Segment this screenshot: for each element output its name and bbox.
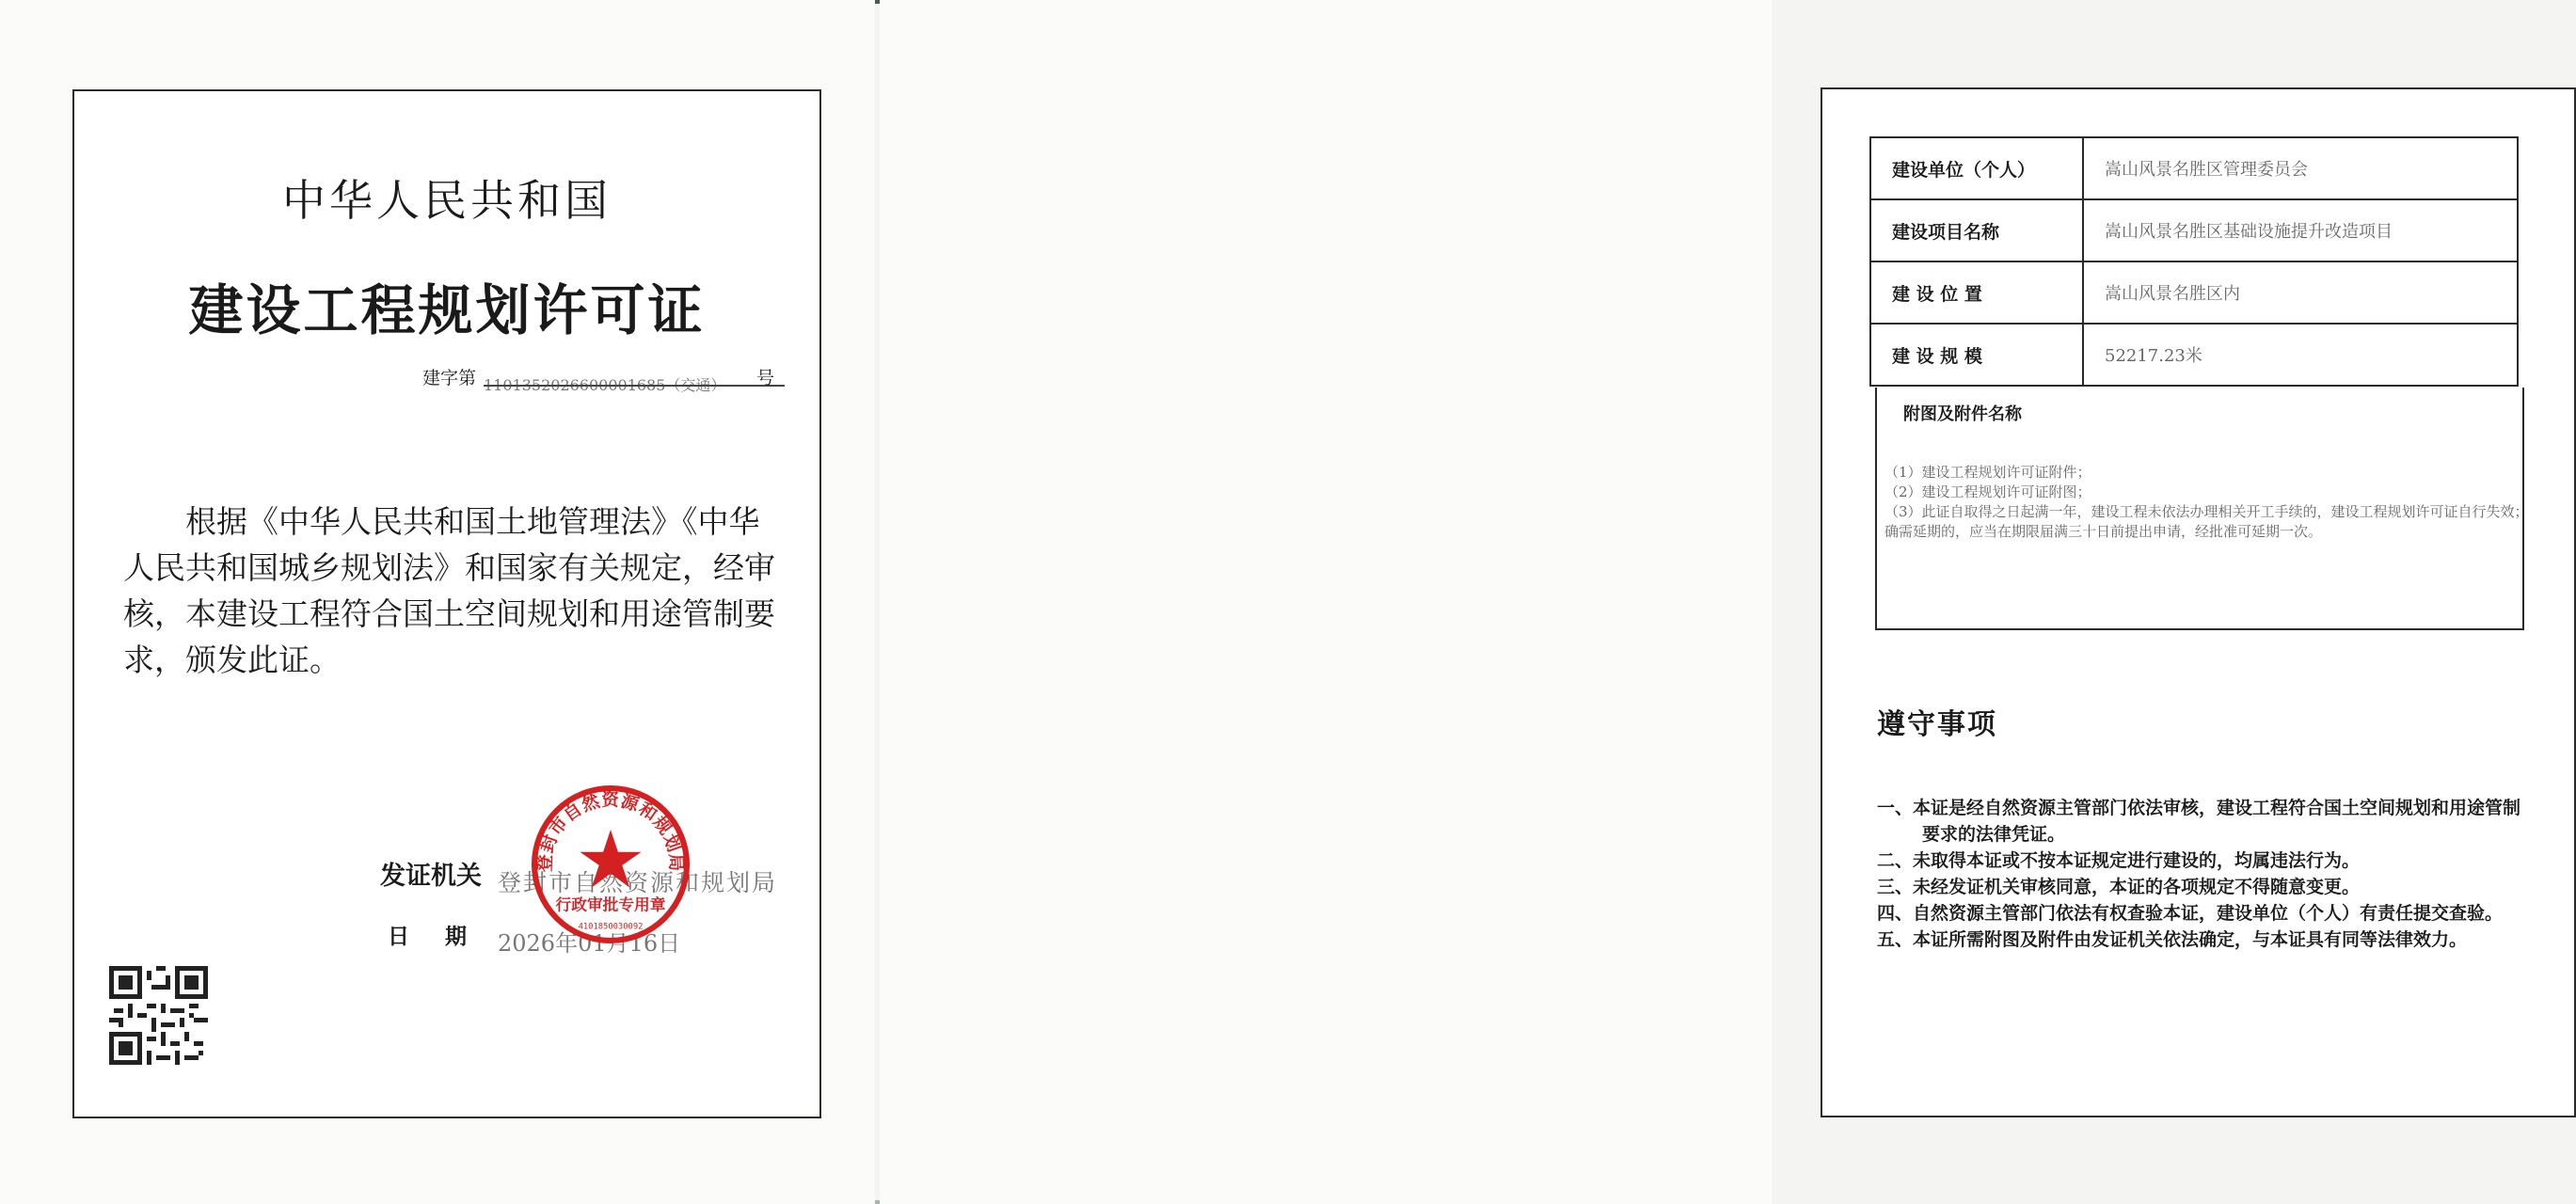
certificate-back <box>1821 87 2576 1117</box>
row-key-unit: 建设单位（个人） <box>1870 137 2083 199</box>
list-item: 四、自然资源主管部门依法有权查验本证，建设单位（个人）有责任提交查验。 <box>1877 903 2504 924</box>
issue-date: 2026年01月16日 <box>498 930 681 957</box>
certificate-front <box>72 89 821 1118</box>
table-row <box>1870 137 2518 199</box>
cert-suffix: 号 <box>756 368 775 388</box>
country-name: 中华人民共和国 <box>282 175 612 226</box>
cert-prefix: 建字第 <box>422 368 477 388</box>
row-value-location: 嵩山风景名胜区内 <box>2083 261 2518 324</box>
certificate-number-line <box>422 364 775 394</box>
list-item: （1）建设工程规划许可证附件； <box>1884 464 2091 481</box>
table-row <box>1870 261 2518 324</box>
table-row <box>1870 199 2518 261</box>
row-key-location: 建 设 位 置 <box>1870 261 2083 324</box>
list-item: 二、未取得本证或不按本证规定进行建设的，均属违法行为。 <box>1877 850 2361 871</box>
official-seal <box>528 782 693 947</box>
issuer-name: 登封市自然资源和规划局 <box>498 869 778 896</box>
body-paragraph: 根据《中华人民共和国土地管理法》《中华人民共和国城乡规划法》和国家有关规定，经审核，本建设工程符合国土空间规划和用途管制要求，颁发此证。 <box>123 503 775 678</box>
seal-text: 登封市自然资源和规划局 <box>535 790 686 873</box>
row-key-scale: 建 设 规 模 <box>1870 324 2083 386</box>
left-page <box>0 0 875 1204</box>
attachments-box <box>1875 388 2529 630</box>
certificate-title: 建设工程规划许可证 <box>188 278 706 342</box>
star-icon <box>580 830 641 888</box>
table-row <box>1870 324 2518 386</box>
right-page <box>880 0 2529 1204</box>
list-item: 一、本证是经自然资源主管部门依法审核，建设工程符合国土空间规划和用途管制要求的法律凭证。 <box>1877 798 2521 845</box>
list-item: （2）建设工程规划许可证附图； <box>1884 483 2091 500</box>
qr-code-icon <box>105 966 212 1065</box>
compliance-title: 遵守事项 <box>1877 708 1997 741</box>
row-value-scale: 52217.23米 <box>2083 324 2518 386</box>
project-info-table <box>1869 136 2519 387</box>
row-key-project: 建设项目名称 <box>1870 199 2083 261</box>
list-item: 五、本证所需附图及附件由发证机关依法确定，与本证具有同等法律效力。 <box>1877 929 2468 950</box>
cert-number: 1101352026600001685（交通） <box>484 373 785 395</box>
date-label: 日期 <box>388 925 502 949</box>
attachments-list <box>1884 463 2534 542</box>
attachments-title: 附图及附件名称 <box>1903 404 2022 424</box>
issuer-label: 发证机关 <box>380 862 482 891</box>
compliance-rules <box>1877 795 2536 953</box>
list-item: 三、未经发证机关审核同意，本证的各项规定不得随意变更。 <box>1877 877 2361 897</box>
row-value-unit: 嵩山风景名胜区管理委员会 <box>2083 137 2518 199</box>
certificate-body <box>123 499 782 683</box>
row-value-project: 嵩山风景名胜区基础设施提升改造项目 <box>2083 199 2518 261</box>
list-item: （3）此证自取得之日起满一年，建设工程未依法办理相关开工手续的，建设工程规划许可证自行失效；确需延期的，应当在期限届满三十日前提出申请，经批准可延期一次。 <box>1884 503 2529 540</box>
seal-code: 4101850030092 <box>578 922 644 932</box>
seal-subtext: 行政审批专用章 <box>555 895 666 914</box>
